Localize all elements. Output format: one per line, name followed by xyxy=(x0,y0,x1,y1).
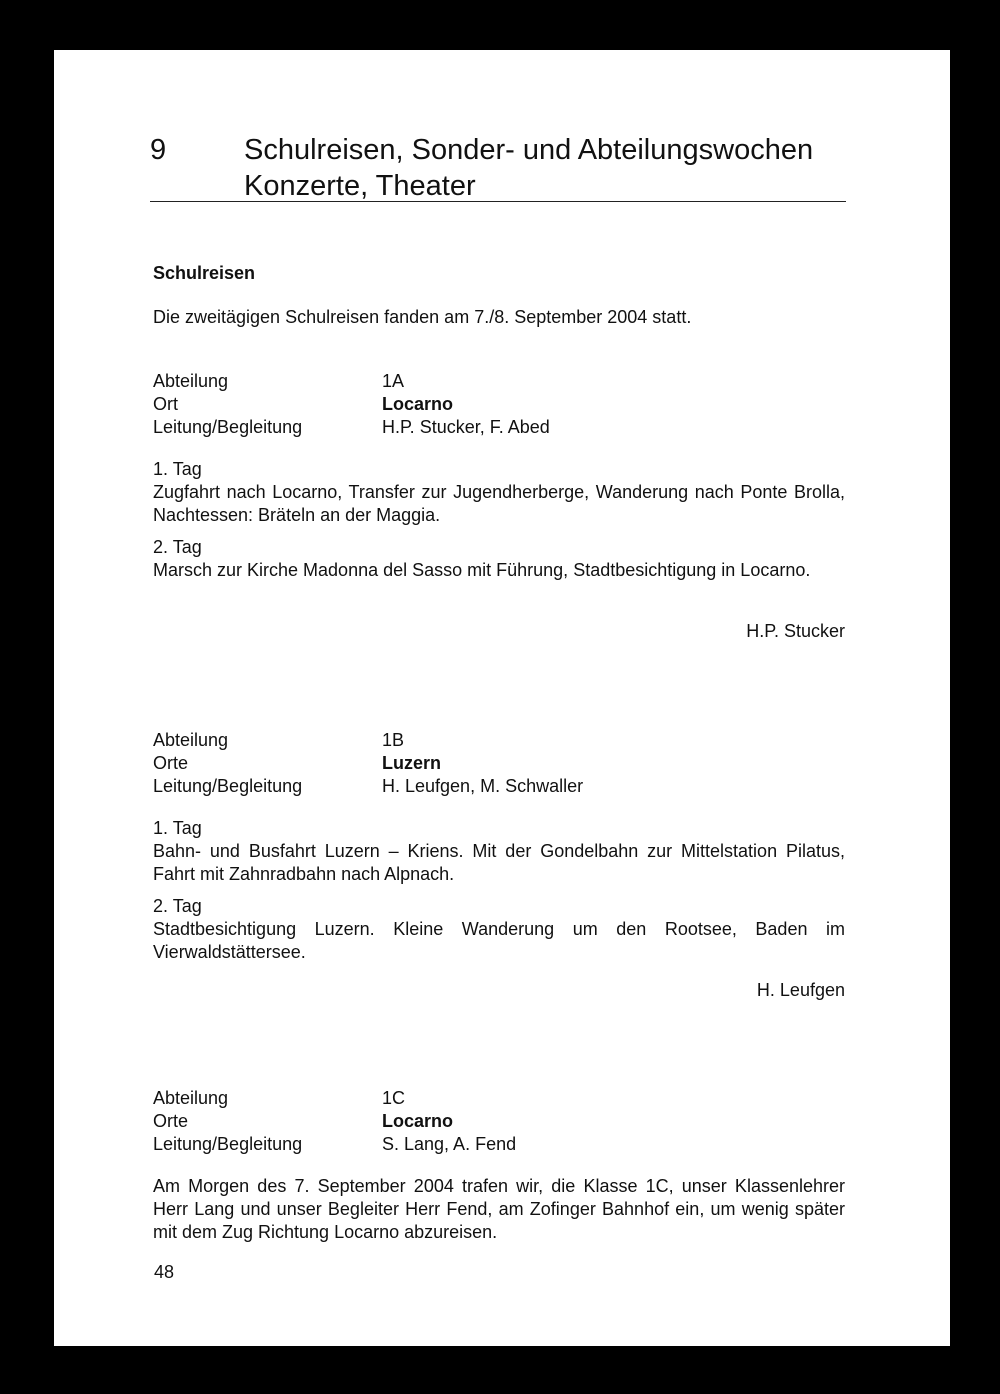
chapter-titles xyxy=(244,132,844,204)
trip-meta-1a xyxy=(153,370,550,439)
meta-label: Abteilung xyxy=(153,371,229,391)
meta-label: Orte xyxy=(153,1111,189,1131)
day-text: Zugfahrt nach Locarno, Transfer zur Jugendherberge, Wanderung nach Ponte Brolla, Nachtessen: Bräteln an der Maggia. xyxy=(153,482,845,525)
chapter-title-line-1: Schulreisen, Sonder- und Abteilungswochen xyxy=(244,134,814,166)
trip-meta-1b xyxy=(153,729,583,798)
page-number: 48 xyxy=(154,1262,175,1282)
day-text: Stadtbesichtigung Luzern. Kleine Wanderung um den Rootsee, Baden im Vierwaldstättersee. xyxy=(153,919,845,962)
day-label: 1. Tag xyxy=(153,818,202,838)
meta-label: Abteilung xyxy=(153,1088,229,1108)
trip-text-1c xyxy=(153,1175,845,1244)
day-text: Marsch zur Kirche Madonna del Sasso mit Führung, Stadtbesichtigung in Locarno. xyxy=(153,560,811,580)
meta-label: Leitung/Begleitung xyxy=(153,1134,303,1154)
day-label: 2. Tag xyxy=(153,537,202,557)
section-intro: Die zweitägigen Schulreisen fanden am 7./8. September 2004 statt. xyxy=(153,307,692,327)
chapter-title-line-2: Konzerte, Theater xyxy=(244,170,476,202)
day-text: Bahn- und Busfahrt Luzern – Kriens. Mit der Gondelbahn zur Mittelstation Pilatus, Fahrt mit Zahnradbahn nach Alpnach. xyxy=(153,841,845,884)
meta-label: Ort xyxy=(153,394,178,414)
meta-value: Locarno xyxy=(382,394,454,414)
chapter-rule xyxy=(150,201,846,202)
meta-value: 1C xyxy=(382,1088,406,1108)
meta-value: Locarno xyxy=(382,1111,454,1131)
meta-label: Orte xyxy=(153,753,189,773)
meta-value: H. Leufgen, M. Schwaller xyxy=(382,776,584,796)
day-label: 2. Tag xyxy=(153,896,202,916)
meta-value: S. Lang, A. Fend xyxy=(382,1134,517,1154)
document-page xyxy=(54,50,950,1346)
scan-edge xyxy=(954,1250,962,1290)
paragraph: Am Morgen des 7. September 2004 trafen wir, die Klasse 1C, unser Klassenlehrer Herr Lang und unser Begleiter Herr Fend, am Zofinger Bahnhof ein, um wenig später mit dem Zug Richtung Locarno abzureisen. xyxy=(153,1176,845,1242)
meta-value: H.P. Stucker, F. Abed xyxy=(382,417,550,437)
trip-text-1a xyxy=(153,458,845,582)
section-title: Schulreisen xyxy=(153,263,256,283)
meta-label: Abteilung xyxy=(153,730,229,750)
day-label: 1. Tag xyxy=(153,459,202,479)
meta-value: 1B xyxy=(382,730,405,750)
signature: H. Leufgen xyxy=(756,980,845,1000)
trip-text-1b xyxy=(153,817,845,964)
meta-label: Leitung/Begleitung xyxy=(153,417,303,437)
chapter-number: 9 xyxy=(150,134,167,166)
meta-value: 1A xyxy=(382,371,405,391)
trip-meta-1c xyxy=(153,1087,516,1156)
meta-label: Leitung/Begleitung xyxy=(153,776,303,796)
meta-value: Luzern xyxy=(382,753,442,773)
signature: H.P. Stucker xyxy=(746,621,845,641)
